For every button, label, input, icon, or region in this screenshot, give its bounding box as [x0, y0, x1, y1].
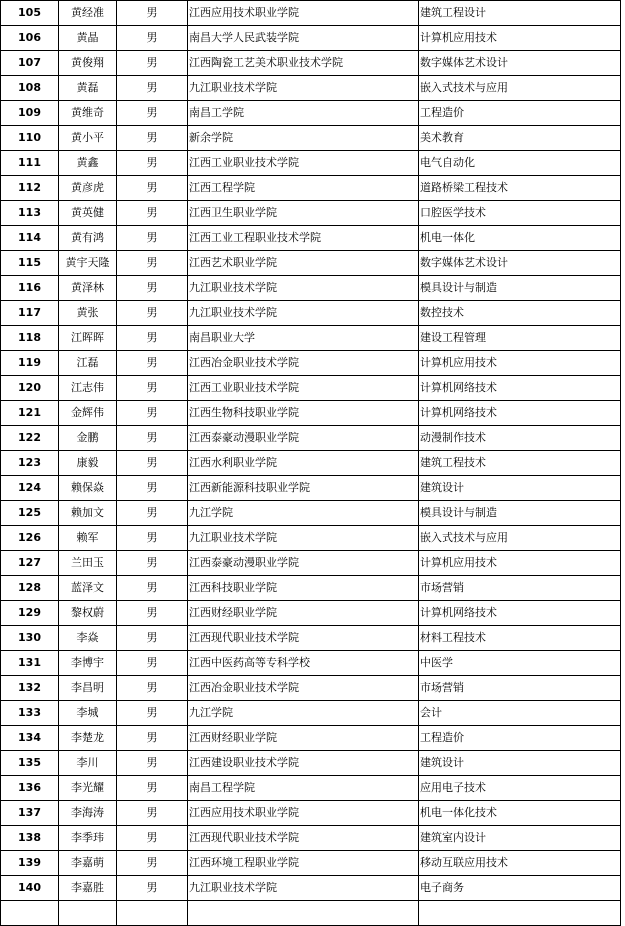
- table-row: [1, 401, 621, 426]
- major-cell[interactable]: 计算机应用技术: [419, 551, 621, 576]
- gender-cell[interactable]: 男: [117, 376, 188, 401]
- gender-cell[interactable]: 男: [117, 401, 188, 426]
- school-cell[interactable]: 九江职业技术学院: [188, 276, 419, 301]
- table-row: [1, 1, 621, 26]
- table-row: [1, 876, 621, 901]
- name-cell[interactable]: 赖军: [59, 526, 117, 551]
- row-number-cell[interactable]: 109: [1, 101, 59, 126]
- row-number-cell[interactable]: 122: [1, 426, 59, 451]
- major-cell[interactable]: 计算机应用技术: [419, 351, 621, 376]
- gender-cell[interactable]: 男: [117, 726, 188, 751]
- row-number-cell[interactable]: [1, 901, 59, 926]
- name-cell[interactable]: 李昌明: [59, 676, 117, 701]
- row-number-cell[interactable]: 121: [1, 401, 59, 426]
- school-cell[interactable]: 九江学院: [188, 501, 419, 526]
- name-cell[interactable]: 李嘉萌: [59, 851, 117, 876]
- row-number-cell[interactable]: 119: [1, 351, 59, 376]
- gender-cell[interactable]: 男: [117, 1, 188, 26]
- row-number-cell[interactable]: 117: [1, 301, 59, 326]
- name-cell[interactable]: 蓝泽文: [59, 576, 117, 601]
- name-cell[interactable]: 黄磊: [59, 76, 117, 101]
- table-row: [1, 501, 621, 526]
- major-cell[interactable]: 工程造价: [419, 101, 621, 126]
- major-cell[interactable]: 工程造价: [419, 726, 621, 751]
- name-cell[interactable]: 黄经准: [59, 1, 117, 26]
- gender-cell[interactable]: 男: [117, 601, 188, 626]
- name-cell[interactable]: 黎权蔚: [59, 601, 117, 626]
- major-cell[interactable]: 建筑设计: [419, 751, 621, 776]
- name-cell[interactable]: 黄宇天隆: [59, 251, 117, 276]
- gender-cell[interactable]: 男: [117, 851, 188, 876]
- major-cell[interactable]: 美术教育: [419, 126, 621, 151]
- school-cell[interactable]: 江西环境工程职业学院: [188, 851, 419, 876]
- major-cell[interactable]: 建筑设计: [419, 476, 621, 501]
- table-row: [1, 476, 621, 501]
- gender-cell[interactable]: 男: [117, 126, 188, 151]
- gender-cell[interactable]: 男: [117, 301, 188, 326]
- row-number-cell[interactable]: 128: [1, 576, 59, 601]
- major-cell[interactable]: 计算机网络技术: [419, 401, 621, 426]
- table-row: [1, 426, 621, 451]
- name-cell[interactable]: 兰田玉: [59, 551, 117, 576]
- school-cell[interactable]: 江西艺术职业学院: [188, 251, 419, 276]
- gender-cell[interactable]: 男: [117, 51, 188, 76]
- table-row: [1, 801, 621, 826]
- name-cell[interactable]: 黄彦虎: [59, 176, 117, 201]
- gender-cell[interactable]: 男: [117, 651, 188, 676]
- gender-cell[interactable]: 男: [117, 551, 188, 576]
- name-cell[interactable]: 李楚龙: [59, 726, 117, 751]
- major-cell[interactable]: 模具设计与制造: [419, 276, 621, 301]
- gender-cell[interactable]: 男: [117, 276, 188, 301]
- major-cell[interactable]: 市场营销: [419, 676, 621, 701]
- row-number-cell[interactable]: 111: [1, 151, 59, 176]
- school-cell[interactable]: 南昌大学人民武装学院: [188, 26, 419, 51]
- school-cell[interactable]: 九江职业技术学院: [188, 76, 419, 101]
- row-number-cell[interactable]: 135: [1, 751, 59, 776]
- school-cell[interactable]: 九江职业技术学院: [188, 876, 419, 901]
- gender-cell[interactable]: 男: [117, 251, 188, 276]
- major-cell[interactable]: 计算机应用技术: [419, 26, 621, 51]
- major-cell[interactable]: 模具设计与制造: [419, 501, 621, 526]
- name-cell[interactable]: 黄俊翔: [59, 51, 117, 76]
- name-cell[interactable]: 金辉伟: [59, 401, 117, 426]
- major-cell[interactable]: 中医学: [419, 651, 621, 676]
- school-cell[interactable]: 江西中医药高等专科学校: [188, 651, 419, 676]
- name-cell[interactable]: 黄晶: [59, 26, 117, 51]
- school-cell[interactable]: [188, 901, 419, 926]
- table-row: [1, 651, 621, 676]
- school-cell[interactable]: 江西工业职业技术学院: [188, 151, 419, 176]
- table-row: [1, 551, 621, 576]
- row-number-cell[interactable]: 120: [1, 376, 59, 401]
- school-cell[interactable]: 江西财经职业学院: [188, 726, 419, 751]
- roster-table-body: [1, 1, 621, 926]
- name-cell[interactable]: [59, 901, 117, 926]
- gender-cell[interactable]: 男: [117, 101, 188, 126]
- name-cell[interactable]: 李川: [59, 751, 117, 776]
- major-cell[interactable]: 建筑工程设计: [419, 1, 621, 26]
- major-cell[interactable]: 计算机网络技术: [419, 376, 621, 401]
- major-cell[interactable]: [419, 901, 621, 926]
- row-number-cell[interactable]: 131: [1, 651, 59, 676]
- row-number-cell[interactable]: 124: [1, 476, 59, 501]
- row-number-cell[interactable]: 134: [1, 726, 59, 751]
- major-cell[interactable]: 动漫制作技术: [419, 426, 621, 451]
- table-row: [1, 851, 621, 876]
- row-number-cell[interactable]: 110: [1, 126, 59, 151]
- major-cell[interactable]: 计算机网络技术: [419, 601, 621, 626]
- table-row: [1, 301, 621, 326]
- table-row: [1, 451, 621, 476]
- gender-cell[interactable]: [117, 901, 188, 926]
- major-cell[interactable]: 口腔医学技术: [419, 201, 621, 226]
- row-number-cell[interactable]: 139: [1, 851, 59, 876]
- name-cell[interactable]: 李季玮: [59, 826, 117, 851]
- table-row: [1, 201, 621, 226]
- table-row: [1, 251, 621, 276]
- table-row: [1, 176, 621, 201]
- school-cell[interactable]: 江西工业工程职业技术学院: [188, 226, 419, 251]
- school-cell[interactable]: 江西卫生职业学院: [188, 201, 419, 226]
- gender-cell[interactable]: 男: [117, 576, 188, 601]
- major-cell[interactable]: 嵌入式技术与应用: [419, 526, 621, 551]
- row-number-cell[interactable]: 125: [1, 501, 59, 526]
- row-number-cell[interactable]: 129: [1, 601, 59, 626]
- row-number-cell[interactable]: 123: [1, 451, 59, 476]
- major-cell[interactable]: 建筑室内设计: [419, 826, 621, 851]
- name-cell[interactable]: 江晖晖: [59, 326, 117, 351]
- school-cell[interactable]: 南昌职业大学: [188, 326, 419, 351]
- table-row: [1, 326, 621, 351]
- table-row: [1, 676, 621, 701]
- school-cell[interactable]: 江西泰豪动漫职业学院: [188, 426, 419, 451]
- row-number-cell[interactable]: 112: [1, 176, 59, 201]
- school-cell[interactable]: 江西生物科技职业学院: [188, 401, 419, 426]
- name-cell[interactable]: 黄张: [59, 301, 117, 326]
- name-cell[interactable]: 黄有鸿: [59, 226, 117, 251]
- table-row: [1, 751, 621, 776]
- table-row: [1, 701, 621, 726]
- school-cell[interactable]: 九江学院: [188, 701, 419, 726]
- gender-cell[interactable]: 男: [117, 201, 188, 226]
- gender-cell[interactable]: 男: [117, 476, 188, 501]
- row-number-cell[interactable]: 140: [1, 876, 59, 901]
- major-cell[interactable]: 电气自动化: [419, 151, 621, 176]
- school-cell[interactable]: 江西建设职业技术学院: [188, 751, 419, 776]
- name-cell[interactable]: 李嘉胜: [59, 876, 117, 901]
- gender-cell[interactable]: 男: [117, 426, 188, 451]
- name-cell[interactable]: 赖加文: [59, 501, 117, 526]
- gender-cell[interactable]: 男: [117, 226, 188, 251]
- name-cell[interactable]: 金鹏: [59, 426, 117, 451]
- major-cell[interactable]: 建筑工程技术: [419, 451, 621, 476]
- gender-cell[interactable]: 男: [117, 526, 188, 551]
- major-cell[interactable]: 材料工程技术: [419, 626, 621, 651]
- row-number-cell[interactable]: 138: [1, 826, 59, 851]
- gender-cell[interactable]: 男: [117, 26, 188, 51]
- name-cell[interactable]: 黄小平: [59, 126, 117, 151]
- name-cell[interactable]: 江志伟: [59, 376, 117, 401]
- table-row: [1, 526, 621, 551]
- table-row: [1, 76, 621, 101]
- row-number-cell[interactable]: 126: [1, 526, 59, 551]
- major-cell[interactable]: 机电一体化: [419, 226, 621, 251]
- table-row: [1, 576, 621, 601]
- gender-cell[interactable]: 男: [117, 801, 188, 826]
- gender-cell[interactable]: 男: [117, 701, 188, 726]
- table-row: [1, 726, 621, 751]
- gender-cell[interactable]: 男: [117, 76, 188, 101]
- gender-cell[interactable]: 男: [117, 326, 188, 351]
- table-row: [1, 101, 621, 126]
- row-number-cell[interactable]: 118: [1, 326, 59, 351]
- major-cell[interactable]: 数控技术: [419, 301, 621, 326]
- major-cell[interactable]: 会计: [419, 701, 621, 726]
- school-cell[interactable]: 江西新能源科技职业学院: [188, 476, 419, 501]
- row-number-cell[interactable]: 133: [1, 701, 59, 726]
- name-cell[interactable]: 黄英健: [59, 201, 117, 226]
- table-row: [1, 376, 621, 401]
- school-cell[interactable]: 新余学院: [188, 126, 419, 151]
- school-cell[interactable]: 九江职业技术学院: [188, 301, 419, 326]
- school-cell[interactable]: 江西冶金职业技术学院: [188, 676, 419, 701]
- school-cell[interactable]: 江西泰豪动漫职业学院: [188, 551, 419, 576]
- school-cell[interactable]: 江西现代职业技术学院: [188, 626, 419, 651]
- major-cell[interactable]: 电子商务: [419, 876, 621, 901]
- row-number-cell[interactable]: 115: [1, 251, 59, 276]
- school-cell[interactable]: 江西冶金职业技术学院: [188, 351, 419, 376]
- gender-cell[interactable]: 男: [117, 176, 188, 201]
- major-cell[interactable]: 移动互联应用技术: [419, 851, 621, 876]
- table-row: [1, 151, 621, 176]
- table-row: [1, 601, 621, 626]
- gender-cell[interactable]: 男: [117, 676, 188, 701]
- table-row: [1, 826, 621, 851]
- row-number-cell[interactable]: 116: [1, 276, 59, 301]
- major-cell[interactable]: 数字媒体艺术设计: [419, 251, 621, 276]
- major-cell[interactable]: 应用电子技术: [419, 776, 621, 801]
- name-cell[interactable]: 赖保焱: [59, 476, 117, 501]
- row-number-cell[interactable]: 127: [1, 551, 59, 576]
- gender-cell[interactable]: 男: [117, 751, 188, 776]
- row-number-cell[interactable]: 136: [1, 776, 59, 801]
- name-cell[interactable]: 李博宇: [59, 651, 117, 676]
- name-cell[interactable]: 黄鑫: [59, 151, 117, 176]
- name-cell[interactable]: 李城: [59, 701, 117, 726]
- table-row: [1, 276, 621, 301]
- row-number-cell[interactable]: 108: [1, 76, 59, 101]
- gender-cell[interactable]: 男: [117, 626, 188, 651]
- gender-cell[interactable]: 男: [117, 151, 188, 176]
- name-cell[interactable]: 江磊: [59, 351, 117, 376]
- name-cell[interactable]: 黄维奇: [59, 101, 117, 126]
- school-cell[interactable]: 江西陶瓷工艺美术职业技术学院: [188, 51, 419, 76]
- table-row: [1, 776, 621, 801]
- gender-cell[interactable]: 男: [117, 351, 188, 376]
- school-cell[interactable]: 江西应用技术职业学院: [188, 801, 419, 826]
- row-number-cell[interactable]: 132: [1, 676, 59, 701]
- school-cell[interactable]: 江西应用技术职业学院: [188, 1, 419, 26]
- gender-cell[interactable]: 男: [117, 776, 188, 801]
- row-number-cell[interactable]: 130: [1, 626, 59, 651]
- school-cell[interactable]: 南昌工程学院: [188, 776, 419, 801]
- name-cell[interactable]: 李海涛: [59, 801, 117, 826]
- major-cell[interactable]: 嵌入式技术与应用: [419, 76, 621, 101]
- table-row: [1, 226, 621, 251]
- table-row: [1, 901, 621, 926]
- name-cell[interactable]: 黄泽林: [59, 276, 117, 301]
- name-cell[interactable]: 李焱: [59, 626, 117, 651]
- school-cell[interactable]: 江西工业职业技术学院: [188, 376, 419, 401]
- school-cell[interactable]: 南昌工学院: [188, 101, 419, 126]
- school-cell[interactable]: 江西科技职业学院: [188, 576, 419, 601]
- school-cell[interactable]: 江西水利职业学院: [188, 451, 419, 476]
- school-cell[interactable]: 九江职业技术学院: [188, 526, 419, 551]
- table-row: [1, 626, 621, 651]
- gender-cell[interactable]: 男: [117, 501, 188, 526]
- table-row: [1, 26, 621, 51]
- major-cell[interactable]: 数字媒体艺术设计: [419, 51, 621, 76]
- gender-cell[interactable]: 男: [117, 451, 188, 476]
- school-cell[interactable]: 江西现代职业技术学院: [188, 826, 419, 851]
- row-number-cell[interactable]: 107: [1, 51, 59, 76]
- row-number-cell[interactable]: 105: [1, 1, 59, 26]
- school-cell[interactable]: 江西工程学院: [188, 176, 419, 201]
- school-cell[interactable]: 江西财经职业学院: [188, 601, 419, 626]
- row-number-cell[interactable]: 114: [1, 226, 59, 251]
- gender-cell[interactable]: 男: [117, 876, 188, 901]
- row-number-cell[interactable]: 137: [1, 801, 59, 826]
- table-row: [1, 51, 621, 76]
- major-cell[interactable]: 市场营销: [419, 576, 621, 601]
- major-cell[interactable]: 道路桥梁工程技术: [419, 176, 621, 201]
- name-cell[interactable]: 李光耀: [59, 776, 117, 801]
- name-cell[interactable]: 康毅: [59, 451, 117, 476]
- major-cell[interactable]: 机电一体化技术: [419, 801, 621, 826]
- row-number-cell[interactable]: 113: [1, 201, 59, 226]
- row-number-cell[interactable]: 106: [1, 26, 59, 51]
- table-row: [1, 126, 621, 151]
- gender-cell[interactable]: 男: [117, 826, 188, 851]
- major-cell[interactable]: 建设工程管理: [419, 326, 621, 351]
- table-row: [1, 351, 621, 376]
